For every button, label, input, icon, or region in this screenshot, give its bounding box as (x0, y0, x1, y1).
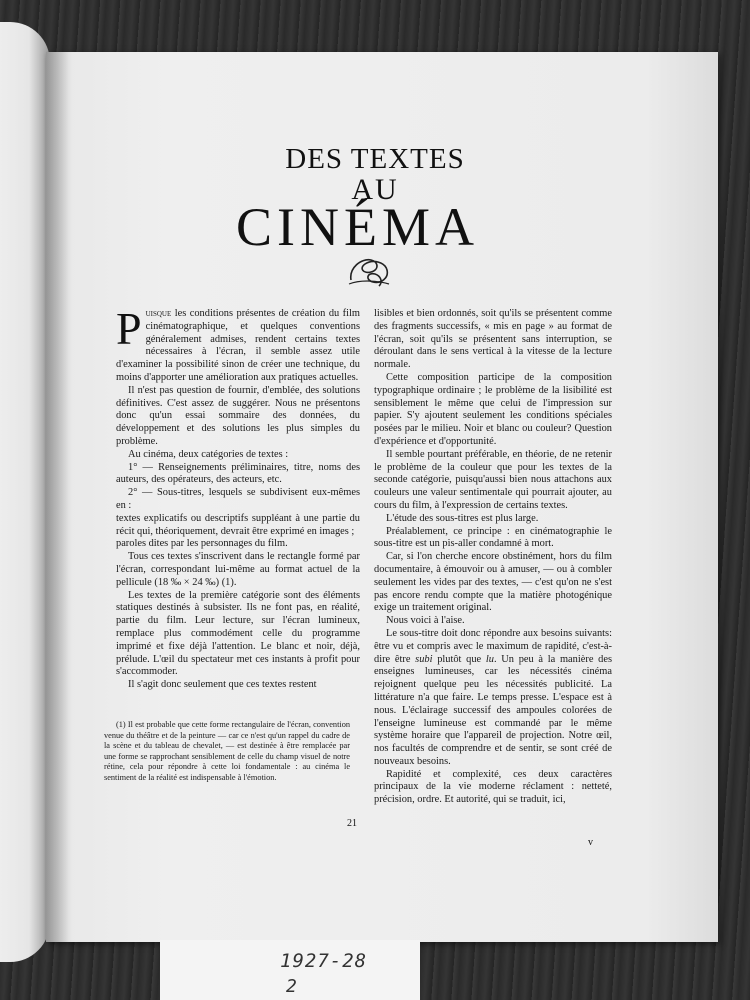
title-line-1: DES TEXTES (285, 143, 465, 175)
paragraph-10: Il s'agit donc seulement que ces textes restent (128, 679, 317, 691)
paragraph-r2: Cette composition participe de la composition typographique ordinaire ; le problème de la lisibilité est sensiblement le même que celui de l'impression sur papier. S'y ajoutent seulement les conditions spéciales posées par le milieu. Noir et blanc ou couleur? Question d'expérience et d'opportunité. (374, 371, 612, 447)
paragraph-r1: lisibles et bien ordonnés, soit qu'ils se présentent comme des fragments successifs, « mis en page » au format de l'écran, soit qu'ils se présentent sans interruption, se déroulant dans le sens vertical à la vitesse de la lecture normale. (374, 308, 612, 371)
paragraph-2: Il n'est pas question de fournir, d'emblée, des solutions définitives. C'est assez de suggérer. Nous ne présentons donc qu'un essai sommaire des données, du développement et des solutions les plus simples du problème. (116, 384, 360, 447)
paragraph-5: 2° — Sous-titres, lesquels se subdivisent eux-mêmes en : (116, 487, 360, 511)
title-line-3: CINÉMA (236, 197, 479, 257)
footnote-text: (1) Il est probable que cette forme rectangulaire de l'écran, convention venue du théâtre et de la peinture — car ce n'est qu'un rappel du cadre de la scène et du tableau de chevalet, — est destinée à être remplacée par une forme se rapprochant sensiblement de celle du champ visuel de notre rétine, cela pour répondre à cette loi fondamentale : au cinéma le sentiment de la réalité est indispensable à l'émotion. (104, 720, 350, 782)
paragraph-6: textes explicatifs ou descriptifs suppléant à une partie du récit qui, théoriquement, devrait être exprimé en images ; (116, 512, 360, 537)
footnote (104, 720, 350, 784)
paragraph-8: Tous ces textes s'inscrivent dans le rectangle formé par l'écran, correspondant lui-même au format actuel de la pellicule (18 ‰ × 24 ‰) (1). (116, 551, 360, 588)
paragraph-r8-c: . Un peu à la manière des enseignes lumineuses, car les nécessités cinéma rejoignent quelque peu les nécessités publicité. La littérature n'a que faire. Le temps presse. L'espace est à nous. L'éclairage successif des ampoules colorées de l'enseigne lumineuse est commandé par le même système horaire que l'appareil de projection. Notre œil, nos facultés de comprendre et de sentir, se sont créé de nouveaux besoins. (374, 653, 612, 767)
paragraph-r5: Préalablement, ce principe : en cinématographie le sous-titre est un pis-aller condamné à mort. (374, 525, 612, 550)
paragraph-r8 (374, 628, 612, 769)
paragraph-r4: L'étude des sous-titres est plus large. (386, 512, 539, 524)
paragraph-r8-a: Le sous-titre doit donc répondre aux besoins suivants: être vu et compris avec le maximum de rapidité, c'est-à-dire être (374, 627, 612, 665)
word-subi: subi (415, 653, 433, 665)
paragraph-9: Les textes de la première catégorie sont des éléments statiques destinés à subsister. Ils ne font pas, en réalité, partie du film. Leur lecture, sur l'écran lumineux, remplace plus commodément celle du programme imprimé et fixe déjà l'attention. Le blanc et noir, déjà, prélude. L'œil du spectateur met ces instants à profit pour s'accommoder. (116, 589, 360, 678)
paragraph-7: paroles dites par les personnages du film. (116, 538, 288, 550)
paragraph-3: Au cinéma, deux catégories de textes : (128, 448, 289, 460)
handwritten-year: 1927-28 (280, 950, 368, 972)
paragraph-r8-b: plutôt que (432, 653, 486, 665)
paragraph-r3: Il semble pourtant préférable, en théorie, de ne retenir le problème de la couleur que pour les textes de la seconde catégorie, puisqu'aussi bien nous attachons aux couleurs une valeur sentimentale qui pourrait ajouter, au cours du film, à l'expression de certains textes. (374, 448, 612, 511)
right-text-column (374, 308, 612, 807)
title-line-2: AU (351, 173, 399, 206)
word-lu: lu (485, 653, 494, 665)
page-number: 21 (347, 818, 357, 829)
signature-mark: v (588, 837, 593, 848)
paragraph-r6: Car, si l'on cherche encore obstinément, hors du film documentaire, à émouvoir ou à amuser, — ou à combler seulement les vides par des textes, — c'est qu'on ne s'est pas encore rendu compte que la matière photogénique exige un traitement original. (374, 551, 612, 614)
left-text-column (116, 303, 360, 692)
paragraph-1: les conditions présentes de création du film cinématographique, et quelques conventions généralement admises, rendent certains textes nécessaires à l'écran, il semble assez utile d'examiner la possibilité sinon de créer une technique, du moins d'apporter une amélioration aux pratiques actuelles. (116, 308, 360, 383)
calligraphic-ornament-icon (345, 250, 393, 290)
paragraph-4: 1° — Renseignements préliminaires, titre, noms des auteurs, des opérateurs, des acteurs, etc. (116, 461, 360, 486)
handwritten-number: 2 (286, 976, 297, 997)
opening-small-caps: uisque (145, 308, 172, 319)
paragraph-r9: Rapidité et complexité, ces deux caractères principaux de la vie moderne réclament : netteté, précision, ordre. Et autorité, qui se traduit, ici, (374, 768, 612, 806)
paragraph-r7: Nous voici à l'aise. (386, 615, 465, 627)
drop-cap: P (116, 303, 142, 354)
